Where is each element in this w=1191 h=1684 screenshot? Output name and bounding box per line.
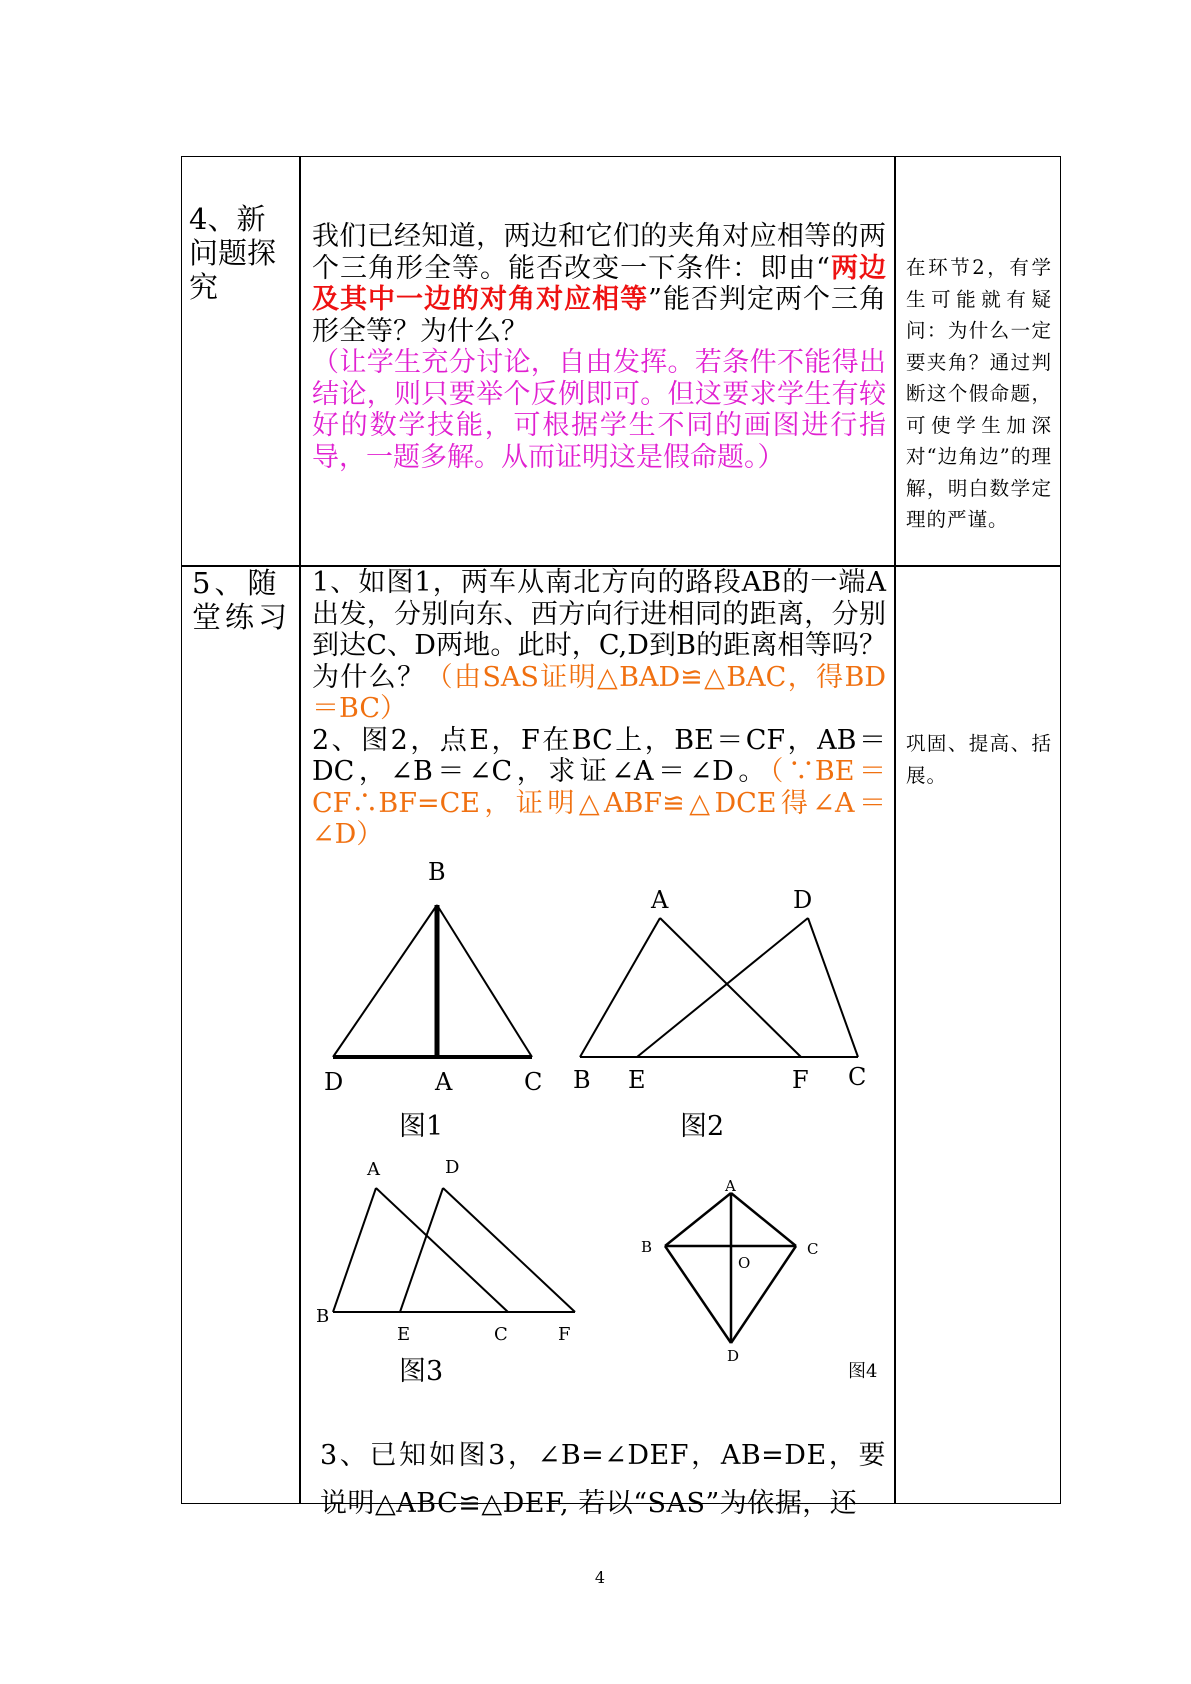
figure-2-label-D: D (793, 886, 813, 914)
figure-2-diagram (580, 918, 858, 1057)
figure-4-caption: 图4 (848, 1361, 878, 1382)
figure-3-label-F: F (558, 1324, 571, 1345)
figure-4-label-B: B (641, 1238, 653, 1256)
figure-2-label-B: B (573, 1066, 591, 1094)
figure-2-label-F: F (792, 1066, 809, 1094)
figure-4-label-D: D (727, 1347, 740, 1365)
row5-design-note: 巩固、提高、括展。 (906, 732, 1052, 787)
figure-3-label-D: D (445, 1157, 460, 1178)
page-number: 4 (594, 1568, 606, 1587)
figure-3-label-E: E (397, 1324, 411, 1345)
row4-design-note: 在环节2，有学生可能就有疑问：为什么一定要夹角？通过判断这个假命题，可使学生加深对“边角边”的理解，明白数学定理的严谨。 (906, 256, 1052, 531)
exercise-2-answer: （∵BE＝CF∴BF=CE，证明△ABF≌△DCE得∠A＝∠D） (312, 756, 886, 850)
exercise-1-answer: （由SAS证明△BAD≌△BAC，得BD＝BC） (312, 661, 887, 724)
figure-4-label-A: A (725, 1177, 736, 1195)
row4-paragraph-1: 我们已经知道，两边和它们的夹角对应相等的两个三角形全等。能否改变一下条件：即由“两边及其中一边的对角对应相等”能否判定两个三角形全等？为什么？ (312, 221, 887, 347)
figure-1-label-C: C (524, 1068, 543, 1096)
figure-2-label-E: E (628, 1066, 646, 1094)
stage-label-row4: 4、新问题探究 (189, 202, 277, 304)
figure-1-label-B: B (428, 858, 446, 886)
figure-2-caption: 图2 (680, 1111, 725, 1142)
row4-teacher-note: （让学生充分讨论，自由发挥。若条件不能得出结论，则只要举个反例即可。但这要求学生有较好的数学技能，可根据学生不同的画图进行指导，一题多解。从而证明这是假命题。） (312, 347, 886, 473)
figure-4-diagram (665, 1193, 796, 1343)
figure-3-label-B: B (316, 1306, 330, 1327)
figure-1-caption: 图1 (399, 1111, 444, 1142)
highlighted-condition: 两边及其中一边的对角对应相等 (312, 252, 887, 315)
figure-3-label-A: A (367, 1159, 380, 1180)
stage-label-row5: 5、随堂练习 (192, 566, 292, 634)
figure-2-label-C: C (848, 1063, 867, 1091)
figure-3-diagram (333, 1188, 575, 1312)
figure-1-label-A: A (435, 1068, 453, 1096)
figure-4-label-O: O (738, 1254, 751, 1272)
exercise-3: 3、已知如图3，∠B=∠DEF，AB=DE，要说明△ABC≌△DEF, 若以“SAS”为依据，还 (320, 1440, 886, 1519)
figure-4-label-C: C (807, 1240, 819, 1258)
exercise-1: 1、如图1，两车从南北方向的路段AB的一端A出发，分别向东、西方向行进相同的距离，分别到达C、D两地。此时，C,D到B的距离相等吗？为什么？（由SAS证明△BAD≌△BAC，得BD＝BC） (312, 567, 887, 724)
figure-3-label-C: C (494, 1324, 508, 1345)
exercise-2: 2、图2，点E，F在BC上，BE＝CF，AB＝DC，∠B＝∠C，求证∠A＝∠D。（∵BE＝CF∴BF=CE，证明△ABF≌△DCE得∠A＝∠D） (312, 724, 886, 850)
figure-1-label-D: D (324, 1068, 344, 1096)
figure-2-label-A: A (651, 886, 669, 914)
figure-1-diagram (333, 905, 532, 1057)
figure-3-caption: 图3 (399, 1356, 444, 1387)
